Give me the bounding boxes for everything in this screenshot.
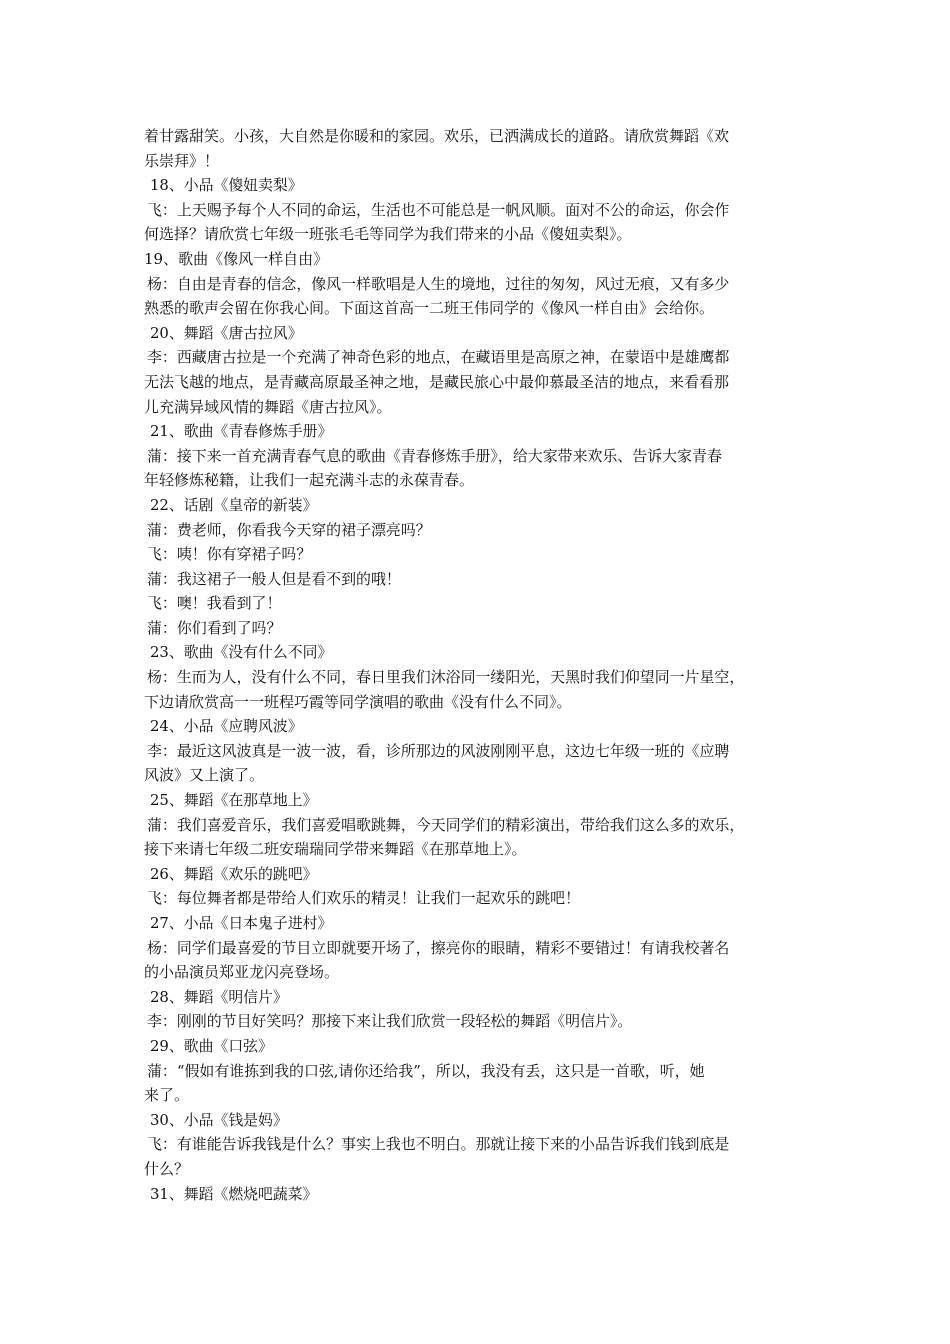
host-line: 蒲：接下来一首充满青春气息的歌曲《青春修炼手册》，给大家带来欢乐、告诉大家青春	[146, 446, 722, 465]
host-line: 李：最近这风波真是一波一波，看，诊所那边的风波刚刚平息，这边七年级一班的《应聘	[146, 741, 730, 760]
program-heading: 25、舞蹈《在那草地上》	[149, 791, 318, 810]
program-heading: 27、小品《日本鬼子进村》	[149, 914, 333, 932]
host-line: 杨：同学们最喜爱的节目立即就要开场了，擦亮你的眼睛，精彩不要错过！有请我校著名	[146, 938, 730, 957]
host-line: 蒲：“假如有谁拣到我的口弦,请你还给我”，所以，我没有丢，这只是一首歌，听，她	[146, 1061, 705, 1080]
program-heading: 22、话剧《皇帝的新装》	[149, 495, 318, 514]
body-text-line: 下边请欣赏高一一班程巧霞等同学演唱的歌曲《没有什么不同》。	[144, 692, 572, 711]
body-text-line: 风波》又上演了。	[144, 766, 265, 785]
host-line: 李：刚刚的节目好笑吗？那接下来让我们欣赏一段轻松的舞蹈《明信片》。	[146, 1012, 633, 1031]
host-line: 飞：有谁能告诉我钱是什么？事实上我也不明白。那就让接下来的小品告诉我们钱到底是	[146, 1135, 730, 1154]
body-text-line: 的小品演员郑亚龙闪亮登场。	[144, 963, 340, 982]
body-text-line: 无法飞越的地点，是青藏高原最圣神之地，是藏民旅心中最仰慕最圣洁的地点，来看看那	[144, 372, 730, 391]
host-line: 杨：生而为人，没有什么不同，春日里我们沐浴同一缕阳光，天黑时我们仰望同一片星空，	[146, 668, 745, 687]
program-heading: 18、小品《傻妞卖梨》	[149, 176, 303, 195]
body-text-line: 什么？	[144, 1159, 190, 1178]
body-text-line: 何选择？请欣赏七年级一班张毛毛等同学为我们带来的小品《傻妞卖梨》。	[144, 225, 632, 244]
program-heading: 30、小品《钱是妈》	[149, 1110, 288, 1129]
body-text-line: 来了。	[144, 1086, 190, 1105]
program-heading: 28、舞蹈《明信片》	[149, 987, 288, 1006]
host-line: 蒲：你们看到了吗？	[146, 618, 282, 637]
body-text-line: 熟悉的歌声会留在你我心间。下面这首高一二班王伟同学的《像风一样自由》会给你。	[144, 299, 715, 318]
program-heading: 31、舞蹈《燃烧吧蔬菜》	[149, 1184, 318, 1203]
program-heading: 26、舞蹈《欢乐的跳吧》	[149, 864, 318, 883]
host-line: 李：西藏唐古拉是一个充满了神奇色彩的地点，在藏语里是高原之神，在蒙语中是雄鹰都	[146, 348, 730, 367]
document-page	[144, 124, 814, 1206]
host-line: 飞：每位舞者都是带给人们欢乐的精灵！让我们一起欢乐的跳吧！	[146, 889, 581, 908]
program-heading: 24、小品《应聘风波》	[149, 717, 303, 736]
body-text-line: 19、歌曲《像风一样自由》	[144, 249, 329, 268]
host-line: 杨：自由是青春的信念，像风一样歌唱是人生的境地，过往的匆匆，风过无痕，又有多少	[146, 274, 730, 293]
program-heading: 21、歌曲《青春修炼手册》	[149, 422, 333, 441]
host-line: 飞：咦！你有穿裙子吗？	[146, 545, 312, 564]
host-line: 飞：上天赐予每个人不同的命运，生活也不可能总是一帆风顺。面对不公的命运，你会作	[146, 200, 730, 219]
body-text-line: 乐崇拜》！	[144, 151, 220, 170]
body-text-line: 儿充满异域风情的舞蹈《唐古拉风》。	[144, 397, 392, 416]
body-text-line: 接下来请七年级二班安瑞瑞同学带来舞蹈《在那草地上》。	[144, 840, 527, 859]
program-heading: 29、歌曲《口弦》	[149, 1036, 273, 1055]
program-heading: 20、舞蹈《唐古拉风》	[149, 323, 303, 342]
body-text-line: 着甘露甜笑。小孩，大自然是你暖和的家园。欢乐，已洒满成长的道路。请欣赏舞蹈《欢	[144, 127, 730, 145]
body-text-line: 年轻修炼秘籍，让我们一起充满斗志的永葆青春。	[144, 471, 475, 490]
host-line: 蒲：我们喜爱音乐，我们喜爱唱歌跳舞，今天同学们的精彩演出，带给我们这么多的欢乐，	[146, 815, 745, 834]
program-heading: 23、歌曲《没有什么不同》	[149, 643, 333, 662]
host-line: 蒲：费老师，你看我今天穿的裙子漂亮吗？	[146, 520, 431, 539]
host-line: 蒲：我这裙子一般人但是看不到的哦！	[146, 569, 401, 588]
host-line: 飞：噢！我看到了！	[146, 594, 282, 613]
